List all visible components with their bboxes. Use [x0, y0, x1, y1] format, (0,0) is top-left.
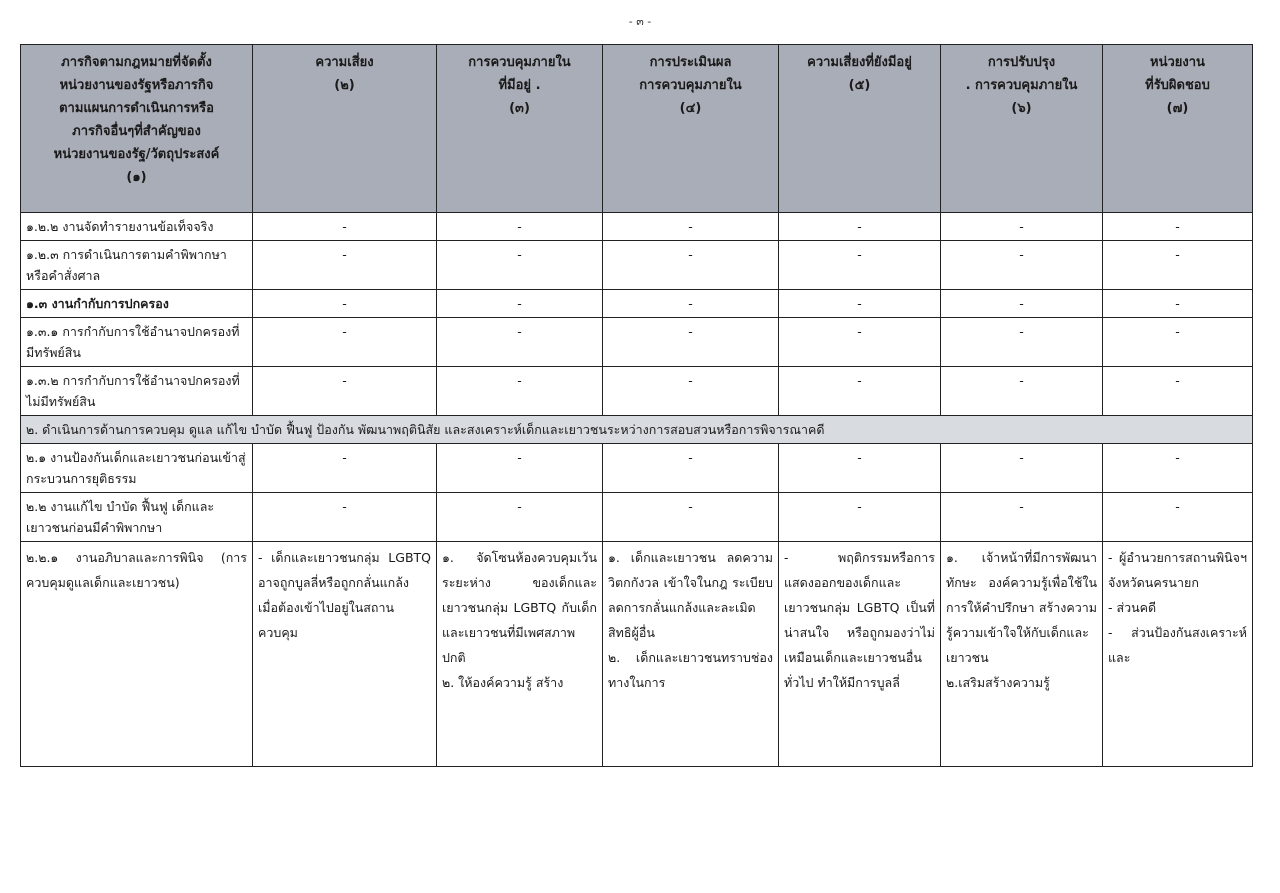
table-row: [21, 318, 1253, 367]
column-header-line: การปรับปรุง: [987, 55, 1056, 70]
value-cell: -: [941, 318, 1103, 367]
table-row: [21, 213, 1253, 241]
value-cell: -: [779, 444, 941, 493]
value-cell: -: [437, 318, 603, 367]
value-cell: -: [941, 241, 1103, 290]
column-header-line: (๒): [334, 78, 355, 93]
remaining-risk-cell: - พฤติกรรมหรือการแสดงออกของเด็กและเยาวชนกลุ่ม LGBTQ เป็นที่น่าสนใจ หรือถูกมองว่าไม่เหมือนเด็กและเยาวชนอื่นทั่วไป ทำให้มีการบูลลี่: [779, 542, 941, 767]
task-cell: ๑.๓.๒ การกำกับการใช้อำนาจปกครองที่ไม่มีทรัพย์สิน: [21, 367, 253, 416]
value-cell: -: [603, 493, 779, 542]
table-row: [21, 444, 1253, 493]
column-header-line: การควบคุมภายใน: [639, 78, 742, 93]
column-header-line: หน่วยงาน: [1150, 55, 1205, 70]
evaluation-cell-paragraph: ๑. เด็กและเยาวชน ลดความวิตกกังวล เข้าใจในกฎ ระเบียบ ลดการกลั่นแกล้งและละเมิดสิทธิผู้อื่น: [608, 550, 773, 640]
column-header-line: ภารกิจอื่นๆที่สำคัญของ: [72, 124, 201, 139]
column-header-line: หน่วยงานของรัฐหรือภารกิจ: [59, 78, 214, 93]
column-header-line: ตามแผนการดำเนินการหรือ: [59, 101, 214, 116]
evaluation-cell: [603, 542, 779, 767]
task-cell: ๒.๑ งานป้องกันเด็กและเยาวชนก่อนเข้าสู่กระบวนการยุติธรรม: [21, 444, 253, 493]
task-cell: ๑.๓ งานกำกับการปกครอง: [21, 290, 253, 318]
responsible-cell-paragraph: - ส่วนคดี: [1108, 600, 1157, 615]
task-cell: ๑.๒.๒ งานจัดทำรายงานข้อเท็จจริง: [21, 213, 253, 241]
table-row: [21, 367, 1253, 416]
value-cell: -: [603, 241, 779, 290]
value-cell: -: [253, 493, 437, 542]
section-2-title: ๒. ดำเนินการด้านการควบคุม ดูแล แก้ไข บำบัด ฟื้นฟู ป้องกัน พัฒนาพฤตินิสัย และสงเคราะห์เด็กและเยาวชนระหว่างการสอบสวนหรือการพิจารณาคดี: [21, 416, 1253, 444]
column-header-line: การควบคุมภายใน: [468, 55, 571, 70]
column-header-1: [21, 45, 253, 213]
task-cell: ๑.๓.๑ การกำกับการใช้อำนาจปกครองที่มีทรัพย์สิน: [21, 318, 253, 367]
value-cell: -: [603, 318, 779, 367]
table-body: [21, 213, 1253, 767]
value-cell: -: [603, 367, 779, 416]
value-cell: -: [779, 241, 941, 290]
table-row: [21, 241, 1253, 290]
evaluation-cell-paragraph: ๒. เด็กและเยาวชนทราบช่องทางในการ: [608, 650, 773, 690]
value-cell: -: [437, 290, 603, 318]
value-cell: -: [253, 213, 437, 241]
column-header-line: ที่รับผิดชอบ: [1145, 78, 1210, 93]
task-cell: ๒.๒ งานแก้ไข บำบัด ฟื้นฟู เด็กและเยาวชนก่อนมีคำพิพากษา: [21, 493, 253, 542]
table-row: [21, 290, 1253, 318]
risk-control-table: [20, 44, 1253, 767]
value-cell: -: [941, 290, 1103, 318]
value-cell: -: [779, 213, 941, 241]
value-cell: -: [1103, 290, 1253, 318]
column-header-4: [603, 45, 779, 213]
task-cell: ๑.๒.๓ การดำเนินการตามคำพิพากษาหรือคำสั่งศาล: [21, 241, 253, 290]
value-cell: -: [1103, 444, 1253, 493]
value-cell: -: [437, 444, 603, 493]
value-cell: -: [779, 290, 941, 318]
column-header-line: ที่มีอยู่ .: [498, 78, 541, 93]
column-header-line: ความเสี่ยง: [315, 55, 374, 70]
value-cell: -: [1103, 493, 1253, 542]
table-row: [21, 493, 1253, 542]
column-header-3: [437, 45, 603, 213]
improvement-cell-paragraph: ๑. เจ้าหน้าที่มีการพัฒนาทักษะ องค์ความรู้เพื่อใช้ในการให้คำปรึกษา สร้างความรู้ความเข้าใจให้กับเด็กและเยาวชน: [946, 550, 1097, 665]
column-header-5: [779, 45, 941, 213]
value-cell: -: [941, 444, 1103, 493]
responsible-cell-paragraph: - ส่วนป้องกันสงเคราะห์และ: [1108, 625, 1247, 665]
value-cell: -: [437, 241, 603, 290]
value-cell: -: [253, 241, 437, 290]
column-header-line: (๑): [126, 170, 147, 185]
detail-row: [21, 542, 1253, 767]
existing-control-cell: [437, 542, 603, 767]
column-header-line: . การควบคุมภายใน: [965, 78, 1078, 93]
column-header-2: [253, 45, 437, 213]
value-cell: -: [779, 318, 941, 367]
risk-cell: - เด็กและเยาวชนกลุ่ม LGBTQ อาจถูกบูลลี่หรือถูกกลั่นแกล้ง เมื่อต้องเข้าไปอยู่ในสถานควบคุม: [253, 542, 437, 767]
column-header-line: ความเสี่ยงที่ยังมีอยู่: [807, 55, 912, 70]
value-cell: -: [1103, 213, 1253, 241]
improvement-cell: [941, 542, 1103, 767]
value-cell: -: [941, 213, 1103, 241]
column-header-line: หน่วยงานของรัฐ/วัตถุประสงค์: [53, 147, 220, 162]
column-header-line: (๕): [848, 78, 871, 93]
header-row: [21, 45, 1253, 213]
task-cell: ๒.๒.๑ งานอภิบาลและการพินิจ (การควบคุมดูแลเด็กและเยาวชน): [21, 542, 253, 767]
value-cell: -: [603, 290, 779, 318]
value-cell: -: [1103, 318, 1253, 367]
existing-control-cell-paragraph: ๒. ให้องค์ความรู้ สร้าง: [442, 675, 564, 690]
column-header-line: ภารกิจตามกฎหมายที่จัดตั้ง: [61, 55, 212, 70]
column-header-7: [1103, 45, 1253, 213]
value-cell: -: [437, 493, 603, 542]
page-number: - ๓ -: [628, 15, 652, 28]
section-heading-row: [21, 416, 1253, 444]
column-header-line: (๔): [679, 101, 702, 116]
value-cell: -: [779, 367, 941, 416]
value-cell: -: [437, 213, 603, 241]
existing-control-cell-paragraph: ๑. จัดโซนห้องควบคุมเว้นระยะห่าง ของเด็กและเยาวชนกลุ่ม LGBTQ กับเด็กและเยาวชนที่มีเพศสภาพปกติ: [442, 550, 597, 665]
value-cell: -: [253, 444, 437, 493]
value-cell: -: [779, 493, 941, 542]
value-cell: -: [253, 318, 437, 367]
value-cell: -: [941, 493, 1103, 542]
value-cell: -: [253, 367, 437, 416]
column-header-line: (๗): [1166, 101, 1189, 116]
column-header-line: (๓): [509, 101, 530, 116]
column-header-line: (๖): [1011, 101, 1032, 116]
value-cell: -: [253, 290, 437, 318]
value-cell: -: [603, 444, 779, 493]
value-cell: -: [1103, 241, 1253, 290]
value-cell: -: [603, 213, 779, 241]
value-cell: -: [941, 367, 1103, 416]
column-header-line: การประเมินผล: [649, 55, 732, 70]
responsible-cell-paragraph: - ผู้อำนวยการสถานพินิจฯ จังหวัดนครนายก: [1108, 550, 1247, 590]
column-header-6: [941, 45, 1103, 213]
value-cell: -: [1103, 367, 1253, 416]
value-cell: -: [437, 367, 603, 416]
responsible-cell: [1103, 542, 1253, 767]
improvement-cell-paragraph: ๒.เสริมสร้างความรู้: [946, 675, 1050, 690]
